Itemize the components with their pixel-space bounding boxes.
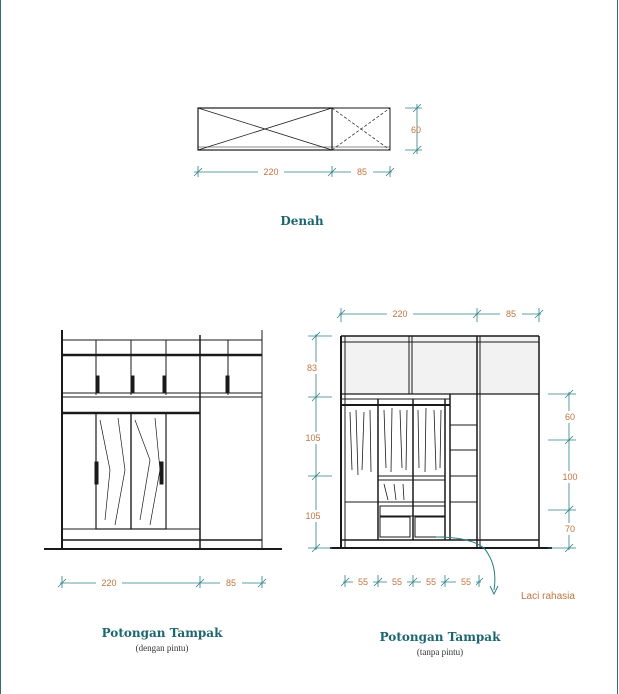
plan-dim-width-side: 85 xyxy=(356,167,368,177)
secret-drawer-note: Laci rahasia xyxy=(521,591,575,602)
open-dim-bottom-1: 55 xyxy=(357,577,369,587)
open-dim-top-side: 85 xyxy=(505,309,517,319)
open-dim-right-mid: 100 xyxy=(562,472,578,482)
open-dim-bottom-3: 55 xyxy=(425,577,437,587)
open-dim-right-bot: 70 xyxy=(564,524,576,534)
open-elevation-title: Potongan Tampak xyxy=(379,630,501,644)
door-elevation-title: Potongan Tampak xyxy=(101,626,223,640)
open-dim-right-top: 60 xyxy=(564,412,576,422)
open-dim-bottom-2: 55 xyxy=(391,577,403,587)
open-dim-left-bot: 105 xyxy=(305,511,321,521)
elevation-open-view xyxy=(330,336,552,548)
door-dim-width-side: 85 xyxy=(225,578,237,588)
open-elevation-subtitle: (tanpa pintu) xyxy=(416,647,464,657)
door-elevation-subtitle: (dengan pintu) xyxy=(135,643,189,653)
open-dim-top-main: 220 xyxy=(392,309,408,319)
open-dim-bottom-4: 55 xyxy=(460,577,472,587)
elevation-door-view xyxy=(44,330,282,549)
plan-title: Denah xyxy=(280,214,324,228)
open-dim-left-mid: 105 xyxy=(305,433,321,443)
open-dim-left-top: 83 xyxy=(306,363,318,373)
door-dim-width-main: 220 xyxy=(101,578,117,588)
plan-dim-width-main: 220 xyxy=(263,167,279,177)
plan-dim-depth: 60 xyxy=(411,125,422,135)
plan-view xyxy=(198,108,390,150)
